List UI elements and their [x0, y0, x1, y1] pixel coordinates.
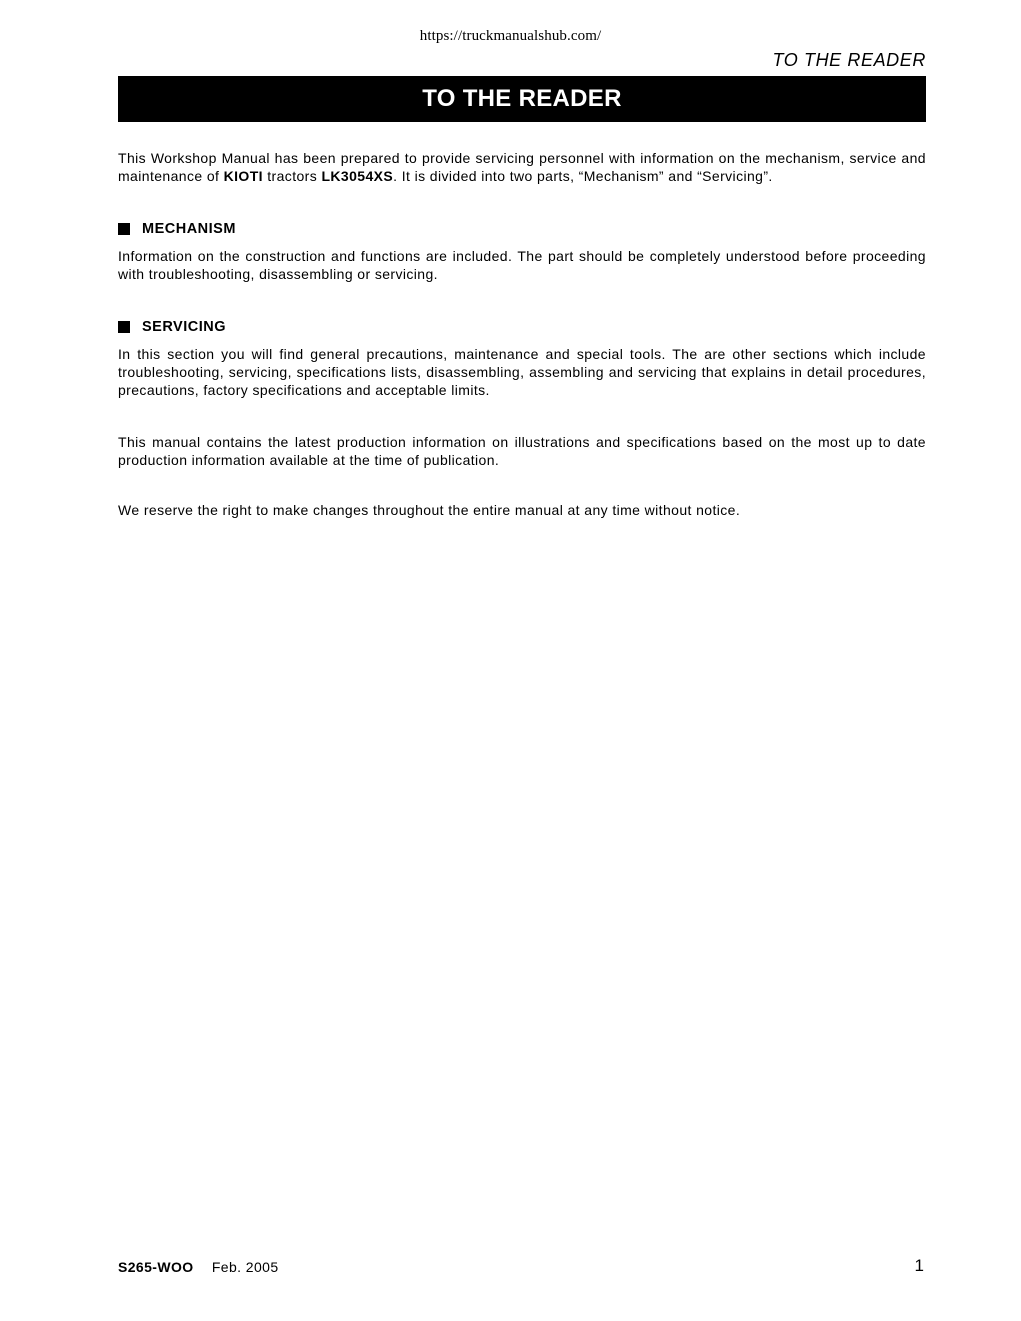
intro-text-2: tractors [262, 168, 322, 184]
square-bullet-icon [118, 321, 130, 333]
reserve-notice: We reserve the right to make changes throughout the entire manual at any time without notice. [118, 502, 741, 518]
brand-name: KIOTI [223, 168, 263, 184]
mechanism-heading-text: MECHANISM [142, 221, 236, 237]
square-bullet-icon [118, 223, 130, 235]
model-name: LK3054XS [321, 168, 394, 184]
running-head: TO THE READER [772, 50, 926, 70]
servicing-body: In this section you will find general precautions, maintenance and special tools. The are other sections which include troubleshooting, servicing, specifications lists, disassembling, assembling and servicing that explains in detail procedures, precautions, factory specifications and acceptable limits. [118, 346, 926, 398]
servicing-heading-text: SERVICING [142, 319, 227, 335]
intro-paragraph [118, 149, 926, 185]
page-number: 1 [914, 1256, 924, 1275]
page-title: TO THE READER [422, 85, 622, 112]
latest-info-paragraph: This manual contains the latest production information on illustrations and specifications based on the most up to date production information available at the time of publication. [118, 434, 926, 468]
servicing-heading [118, 318, 926, 336]
document-date: Feb. 2005 [211, 1259, 279, 1275]
intro-text-1: This Workshop Manual has been prepared to provide servicing personnel with information on the mechanism, service and maintenance of [118, 150, 926, 184]
source-url: https://truckmanualshub.com/ [419, 28, 602, 44]
document-code: S265-WOO [118, 1259, 194, 1275]
intro-text-3: . It is divided into two parts, “Mechanism” and “Servicing”. [393, 168, 773, 184]
mechanism-body: Information on the construction and functions are included. The part should be completely understood before proceeding with troubleshooting, disassembling or servicing. [118, 248, 926, 282]
footer [118, 1259, 279, 1275]
mechanism-heading [118, 220, 926, 238]
page-title-bar [118, 76, 926, 122]
